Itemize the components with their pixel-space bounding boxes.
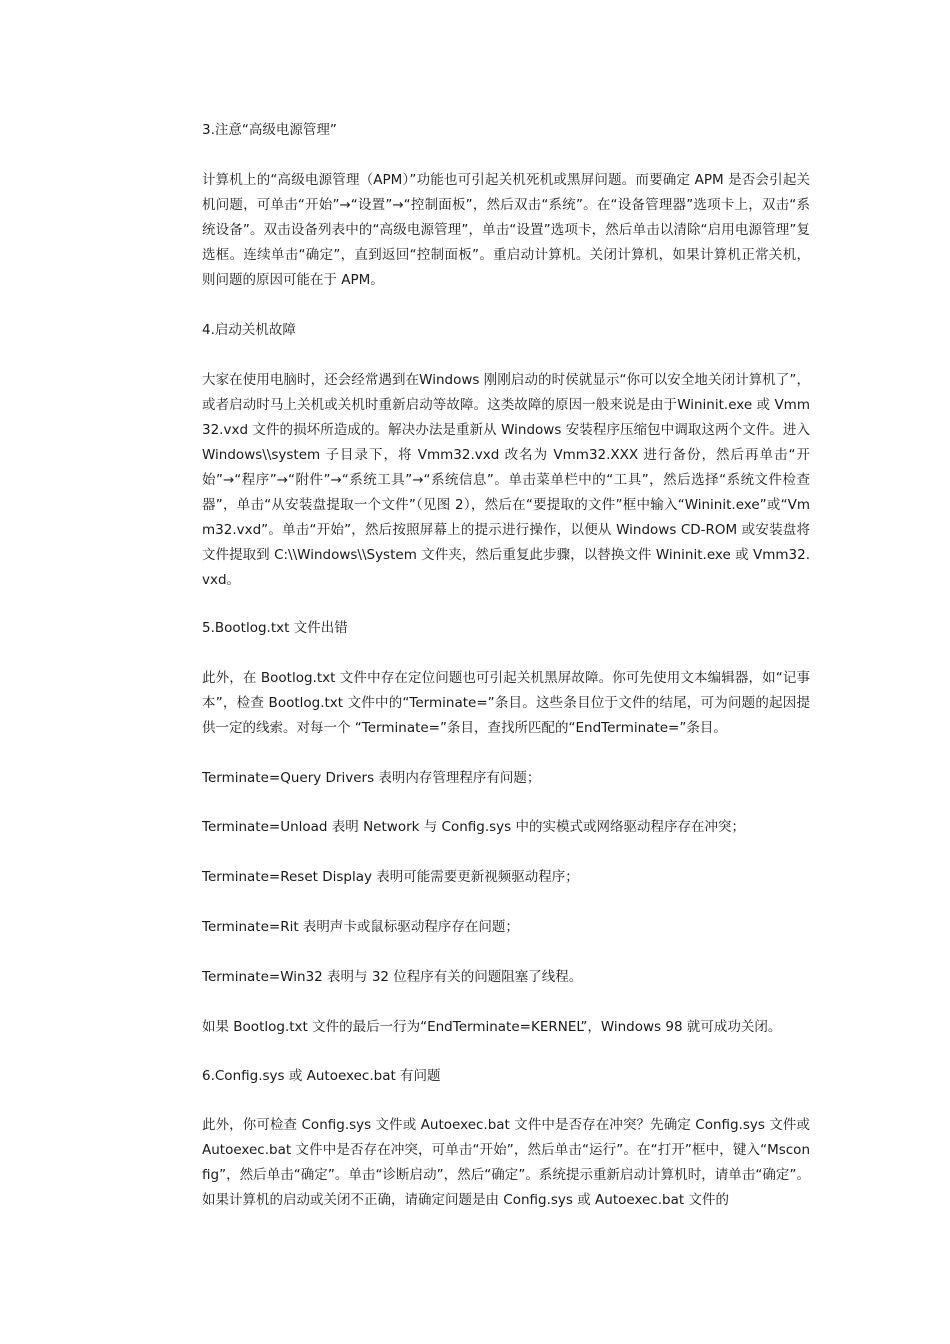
section-heading-3: 3.注意“高级电源管理” [202, 122, 337, 138]
terminate-item-reset-display: Terminate=Reset Display 表明可能需要更新视频驱动程序； [202, 869, 579, 885]
terminate-item-unload: Terminate=Unload 表明 Network 与 Config.sys 中的实模式或网络驱动程序存在冲突； [202, 819, 745, 835]
section-paragraph-6: 此外，你可检查 Config.sys 文件或 Autoexec.bat 文件中是否存在冲突？先确定 Config.sys 文件或 Autoexec.bat 文件中是否存在冲突，可单击“开始”，然后单击“运行”。在“打开”框中，键入“Msconfig”，然后单击“确定”。单击“诊断启动”，然后“确定”。系统提示重新启动计算机时，请单击“确定”。如果计算机的启动或关闭不正确，请确定问题是由 Config.sys 或 Autoexec.bat 文件的 [202, 1117, 810, 1208]
section-paragraph-5: 此外，在 Bootlog.txt 文件中存在定位问题也可引起关机黑屏故障。你可先使用文本编辑器，如“记事本”，检查 Bootlog.txt 文件中的“Terminate=”条目。这些条目位于文件的结尾，可为问题的起因提供一定的线索。对每一个 “Terminate=”条目，查找所匹配的“EndTerminate=”条目。 [202, 670, 810, 736]
terminate-item-win32: Terminate=Win32 表明与 32 位程序有关的问题阻塞了线程。 [202, 969, 583, 985]
section-paragraph-3: 计算机上的“高级电源管理（APM）”功能也可引起关机死机或黑屏问题。而要确定 APM 是否会引起关机问题，可单击“开始”→“设置”→“控制面板”，然后双击“系统”。在“设备管理器”选项卡上，双击“系统设备”。双击设备列表中的“高级电源管理”，单击“设置”选项卡，然后单击以清除“启用电源管理”复选框。连续单击“确定”，直到返回“控制面板”。重启动计算机。关闭计算机，如果计算机正常关机，则问题的原因可能在于 APM。 [202, 172, 810, 288]
section-heading-6: 6.Config.sys 或 Autoexec.bat 有问题 [202, 1068, 441, 1084]
terminate-item-query-drivers: Terminate=Query Drivers 表明内存管理程序有问题； [202, 770, 541, 786]
endterminate-kernel-note: 如果 Bootlog.txt 文件的最后一行为“EndTerminate=KERNEL”，Windows 98 就可成功关闭。 [202, 1019, 782, 1035]
terminate-item-rit: Terminate=Rit 表明声卡或鼠标驱动程序存在问题； [202, 919, 519, 935]
section-paragraph-4: 大家在使用电脑时，还会经常遇到在Windows 刚刚启动的时侯就显示“你可以安全地关闭计算机了”，或者启动时马上关机或关机时重新启动等故障。这类故障的原因一般来说是由于Wininit.exe 或 Vmm32.vxd 文件的损坏所造成的。解决办法是重新从 Windows 安装程序压缩包中调取这两个文件。进入 Windows\\system 子目录下，将 Vmm32.vxd 改名为 Vmm32.XXX 进行备份，然后再单击“开始”→“程序”→“附件”→“系统工具”→“系统信息”。单击菜单栏中的“工具”，然后选择“系统文件检查器”，单击“从安装盘提取一个文件”（见图 2），然后在“要提取的文件”框中输入“Wininit.exe”或“Vmm32.vxd”。单击“开始”，然后按照屏幕上的提示进行操作，以便从 Windows CD-ROM 或安装盘将文件提取到 C:\\Windows\\System 文件夹，然后重复此步骤，以替换文件 Wininit.exe 或 Vmm32.vxd。 [202, 372, 810, 588]
section-heading-4: 4.启动关机故障 [202, 322, 296, 338]
section-heading-5: 5.Bootlog.txt 文件出错 [202, 620, 348, 636]
